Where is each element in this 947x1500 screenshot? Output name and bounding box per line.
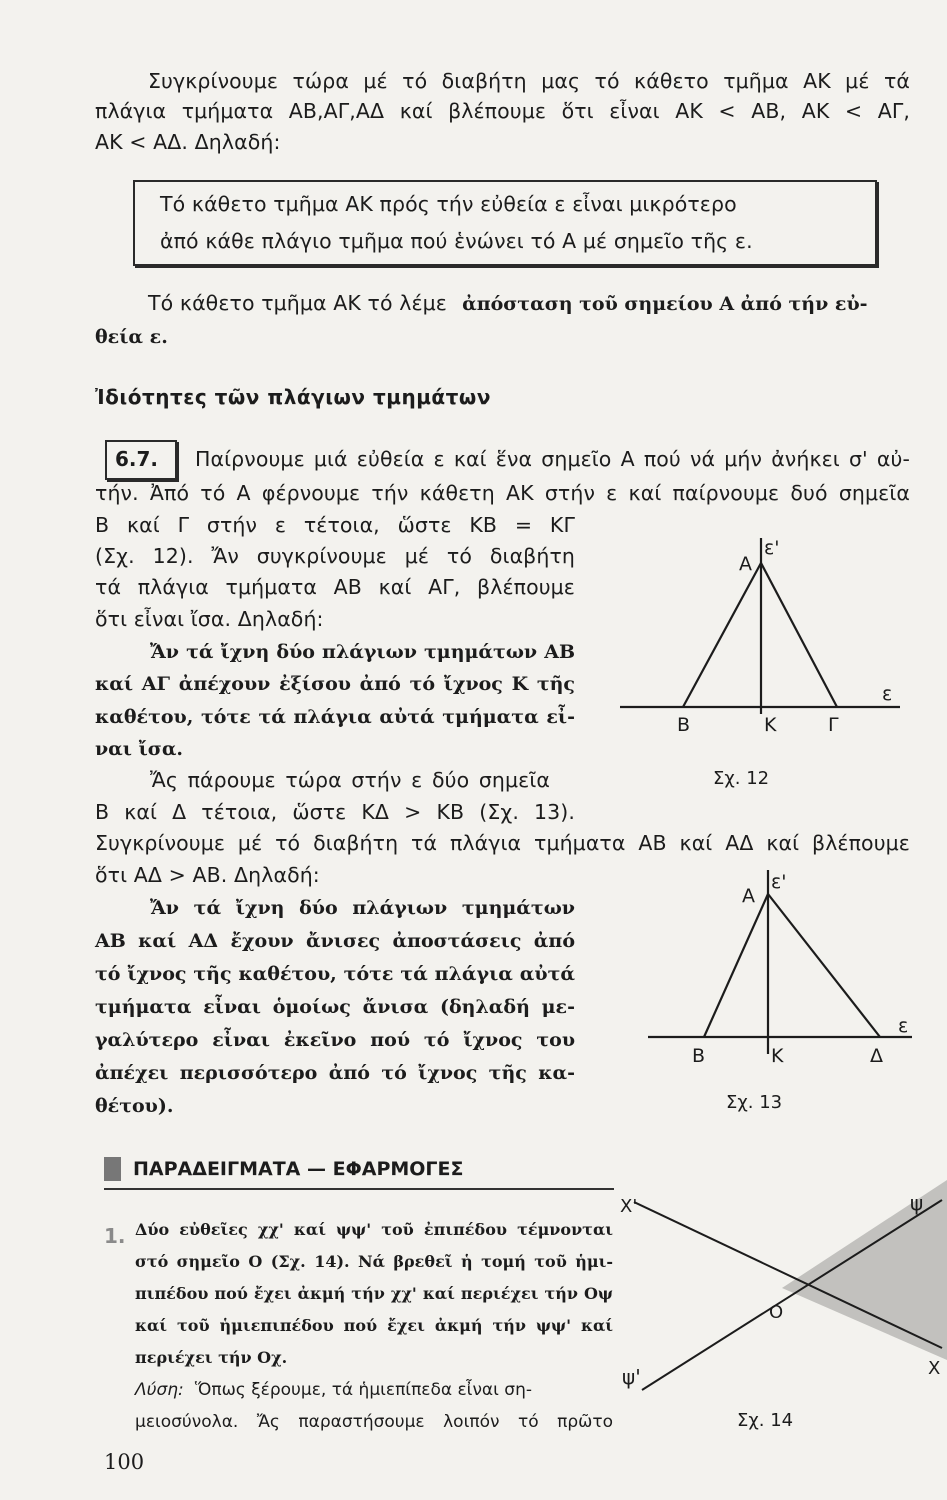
fig14-label-O: Ο <box>769 1302 784 1323</box>
intro-line-2: πλάγια τμήματα ΑΒ,ΑΓ,ΑΔ καί βλέπουμε ὅτι εἶναι ΑΚ < ΑΒ, ΑΚ < ΑΓ, <box>95 99 910 123</box>
pnext-line-2: Β καί Δ τέτοια, ὥστε ΚΔ > ΚΒ (Σχ. 13). <box>95 800 575 824</box>
fig13-segment-AD <box>768 894 880 1037</box>
p67-line-1: Παίρνουμε μιά εὐθεία ε καί ἕνα σημεῖο Α πού νά μήν ἀνήκει σ' αὐ- <box>195 447 910 471</box>
rule1-line-1: Ἄν τά ἴχνη δύο πλάγιων τμημάτων ΑΒ <box>150 641 575 663</box>
rule2-line-5: γαλύτερο εἶναι ἐκεῖνο πού τό ἴχνος του <box>95 1029 575 1051</box>
page-number: 100 <box>104 1450 145 1474</box>
rule-box-line-2: ἀπό κάθε πλάγιο τμῆμα πού ἑνώνει τό Α μέ σημεῖο τῆς ε. <box>160 229 753 253</box>
fig12-label-B: Β <box>677 714 691 736</box>
rule2-line-6: ἀπέχει περισσότερο ἀπό τό ἴχνος τῆς κα- <box>95 1062 575 1084</box>
rule1-line-3: καθέτου, τότε τά πλάγια αὐτά τμήματα εἶ- <box>95 706 575 728</box>
distance-line-1 <box>148 288 910 319</box>
fig12-label-eprime: ε' <box>764 537 780 559</box>
fig14-label-X: Χ <box>928 1358 941 1379</box>
p67-line-3: Β καί Γ στήν ε τέτοια, ὥστε ΚΒ = ΚΓ <box>95 513 575 537</box>
fig13-label-B: Β <box>692 1045 706 1067</box>
fig13-label-K: Κ <box>771 1045 784 1067</box>
figure-12 <box>600 530 920 800</box>
fig13-label-e: ε <box>898 1015 909 1037</box>
distance-bold: ἀπόσταση τοῦ σημείου Α ἀπό τήν εὐ- <box>462 293 868 315</box>
section-title: Ἰδιότητες τῶν πλάγιων τμημάτων <box>95 385 491 409</box>
fig13-caption: Σχ. 13 <box>726 1092 783 1113</box>
fig13-label-eprime: ε' <box>771 871 787 893</box>
fig12-label-K: Κ <box>764 714 777 736</box>
fig14-label-psi: ψ <box>910 1191 924 1215</box>
fig12-label-G: Γ <box>828 714 839 736</box>
rule-box-line-1: Τό κάθετο τμῆμα ΑΚ πρός τήν εὐθεία ε εἶναι μικρότερο <box>160 192 737 216</box>
fig12-caption: Σχ. 12 <box>713 768 770 789</box>
fig13-label-A: Α <box>742 885 755 907</box>
p67-line-6: ὅτι εἶναι ἴσα. Δηλαδή: <box>95 607 324 631</box>
solution-text-1: Ὅπως ξέρουμε, τά ἡμιεπίπεδα εἶναι ση- <box>194 1380 532 1400</box>
distance-line-2: θεία ε. <box>95 326 168 348</box>
rule2-line-4: τμήματα εἶναι ὁμοίως ἄνισα (δηλαδή με- <box>95 996 575 1018</box>
example-line-4: καί τοῦ ἡμιεπιπέδου πού ἔχει ἀκμή τήν ψψ' καί <box>135 1316 613 1335</box>
example-line-5: περιέχει τήν Οχ. <box>135 1348 288 1367</box>
rule2-line-3: τό ἴχνος τῆς καθέτου, τότε τά πλάγια αὐτά <box>95 963 575 985</box>
example-line-1: Δύο εὐθεῖες χχ' καί ψψ' τοῦ ἐπιπέδου τέμνονται <box>135 1220 613 1239</box>
p67-line-4: (Σχ. 12). Ἄν συγκρίνουμε μέ τό διαβήτη <box>95 544 575 568</box>
fig12-segment-AG <box>761 563 837 707</box>
rule1-line-4: ναι ἴσα. <box>95 738 184 760</box>
distance-plain: Τό κάθετο τμῆμα ΑΚ τό λέμε <box>148 291 447 315</box>
figure-13 <box>630 862 930 1122</box>
examples-heading: ΠΑΡΑΔΕΙΓΜΑΤΑ — ΕΦΑΡΜΟΓΕΣ <box>133 1158 464 1180</box>
fig13-label-D: Δ <box>870 1045 883 1067</box>
solution-line-2: μειοσύνολα. Ἄς παραστήσουμε λοιπόν τό πρῶτο <box>135 1412 613 1432</box>
fig13-segment-AB <box>704 894 768 1037</box>
examples-square-icon <box>104 1157 121 1181</box>
pnext-line-3: Συγκρίνουμε μέ τό διαβήτη τά πλάγια τμήματα ΑΒ καί ΑΔ καί βλέπουμε <box>95 831 910 855</box>
intro-line-1: Συγκρίνουμε τώρα μέ τό διαβήτη μας τό κάθετο τμῆμα ΑΚ μέ τά <box>148 69 910 93</box>
fig14-caption: Σχ. 14 <box>737 1410 794 1431</box>
example-line-2: στό σημεῖο Ο (Σχ. 14). Νά βρεθεῖ ἡ τομή τοῦ ἡμι- <box>135 1252 613 1271</box>
examples-rule <box>104 1188 614 1190</box>
example-number: 1. <box>104 1224 126 1248</box>
solution-label: Λύση: <box>135 1380 184 1400</box>
section-number: 6.7. <box>115 447 159 471</box>
fig12-label-e: ε <box>882 683 893 705</box>
fig12-label-A: Α <box>739 553 752 575</box>
p67-line-2: τήν. Ἀπό τό Α φέρνουμε τήν κάθετη ΑΚ στήν ε καί παίρνουμε δυό σημεῖα <box>95 481 910 505</box>
example-line-3: πιπέδου πού ἔχει ἀκμή τήν χχ' καί περιέχει τήν Οψ <box>135 1284 613 1303</box>
figure-14 <box>612 1180 947 1450</box>
fig12-segment-AB <box>683 563 761 707</box>
pnext-line-4: ὅτι ΑΔ > ΑΒ. Δηλαδή: <box>95 863 320 887</box>
intro-line-3: ΑΚ < ΑΔ. Δηλαδή: <box>95 130 281 154</box>
rule2-line-7: θέτου). <box>95 1095 174 1117</box>
pnext-line-1: Ἄς πάρουμε τώρα στήν ε δύο σημεῖα <box>150 768 550 792</box>
rule2-line-2: ΑΒ καί ΑΔ ἔχουν ἄνισες ἀποστάσεις ἀπό <box>95 930 575 952</box>
solution-line-1 <box>135 1375 613 1405</box>
rule1-line-2: καί ΑΓ ἀπέχουν ἐξίσου ἀπό τό ἴχνος Κ τῆς <box>95 673 575 695</box>
fig14-label-psiprime: ψ' <box>622 1365 641 1389</box>
rule2-line-1: Ἄν τά ἴχνη δύο πλάγιων τμημάτων <box>150 897 575 919</box>
p67-line-5: τά πλάγια τμήματα ΑΒ καί ΑΓ, βλέπουμε <box>95 575 575 599</box>
fig14-label-xprime: Χ' <box>620 1196 638 1217</box>
